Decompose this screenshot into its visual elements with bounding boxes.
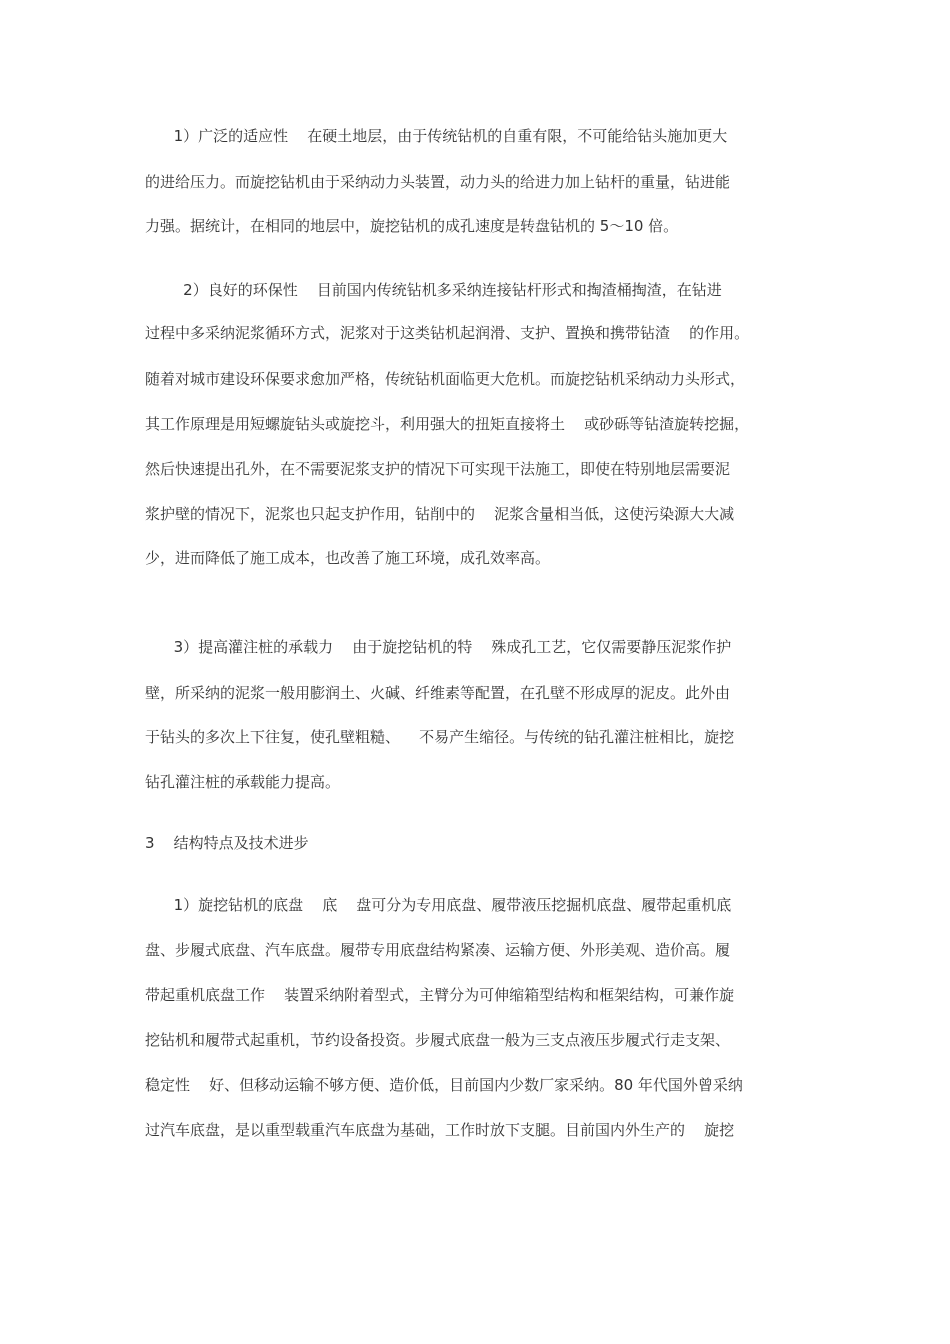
- text-line: 于钻头的多次上下往复，使孔壁粗糙、 不易产生缩径。与传统的钻孔灌注桩相比，旋挖: [145, 728, 735, 746]
- text-line: 少，进而降低了施工成本，也改善了施工环境，成孔效率高。: [145, 549, 551, 567]
- text-line: 过程中多采纳泥浆循环方式，泥浆对于这类钻机起润滑、支护、置换和携带钻渣 的作用。: [145, 324, 750, 342]
- text-line: 力强。据统计，在相同的地层中，旋挖钻机的成孔速度是转盘钻机的 5～10 倍。: [145, 217, 679, 235]
- text-line: 其工作原理是用短螺旋钻头或旋挖斗，利用强大的扭矩直接将土 或砂砾等钻渣旋转挖掘，: [145, 415, 750, 433]
- text-line: 浆护壁的情况下，泥浆也只起支护作用，钻削中的 泥浆含量相当低，这使污染源大大减: [145, 505, 735, 523]
- text-line: 1）广泛的适应性 在硬土地层，由于传统钻机的自重有限，不可能给钻头施加更大: [145, 127, 728, 145]
- text-line: 3）提高灌注桩的承载力 由于旋挖钻机的特 殊成孔工艺，它仅需要静压泥浆作护: [145, 638, 732, 656]
- text-line: 然后快速提出孔外，在不需要泥浆支护的情况下可实现干法施工，即使在特别地层需要泥: [145, 460, 731, 478]
- text-line: 带起重机底盘工作 装置采纳附着型式，主臂分为可伸缩箱型结构和框架结构，可兼作旋: [145, 986, 735, 1004]
- text-line: 1）旋挖钻机的底盘 底 盘可分为专用底盘、履带液压挖掘机底盘、履带起重机底: [145, 896, 732, 914]
- section-heading: 3 结构特点及技术进步: [145, 834, 309, 852]
- text-line: 的进给压力。而旋挖钻机由于采纳动力头装置，动力头的给进力加上钻杆的重量，钻进能: [145, 173, 731, 191]
- text-line: 挖钻机和履带式起重机，节约设备投资。步履式底盘一般为三支点液压步履式行走支架、: [145, 1031, 731, 1049]
- text-line: 钻孔灌注桩的承载能力提高。: [145, 773, 341, 791]
- text-line: 盘、步履式底盘、汽车底盘。履带专用底盘结构紧凑、运输方便、外形美观、造价高。履: [145, 941, 731, 959]
- text-line: 2）良好的环保性 目前国内传统钻机多采纳连接钻杆形式和掏渣桶掏渣，在钻进: [145, 281, 722, 299]
- text-line: 过汽车底盘，是以重型载重汽车底盘为基础，工作时放下支腿。目前国内外生产的 旋挖: [145, 1121, 735, 1139]
- text-line: 随着对城市建设环保要求愈加严格，传统钻机面临更大危机。而旋挖钻机采纳动力头形式，: [145, 370, 746, 388]
- text-line: 壁，所采纳的泥浆一般用膨润土、火碱、纤维素等配置，在孔壁不形成厚的泥皮。此外由: [145, 684, 731, 702]
- text-line: 稳定性 好、但移动运输不够方便、造价低，目前国内少数厂家采纳。80 年代国外曾采纳: [145, 1076, 743, 1094]
